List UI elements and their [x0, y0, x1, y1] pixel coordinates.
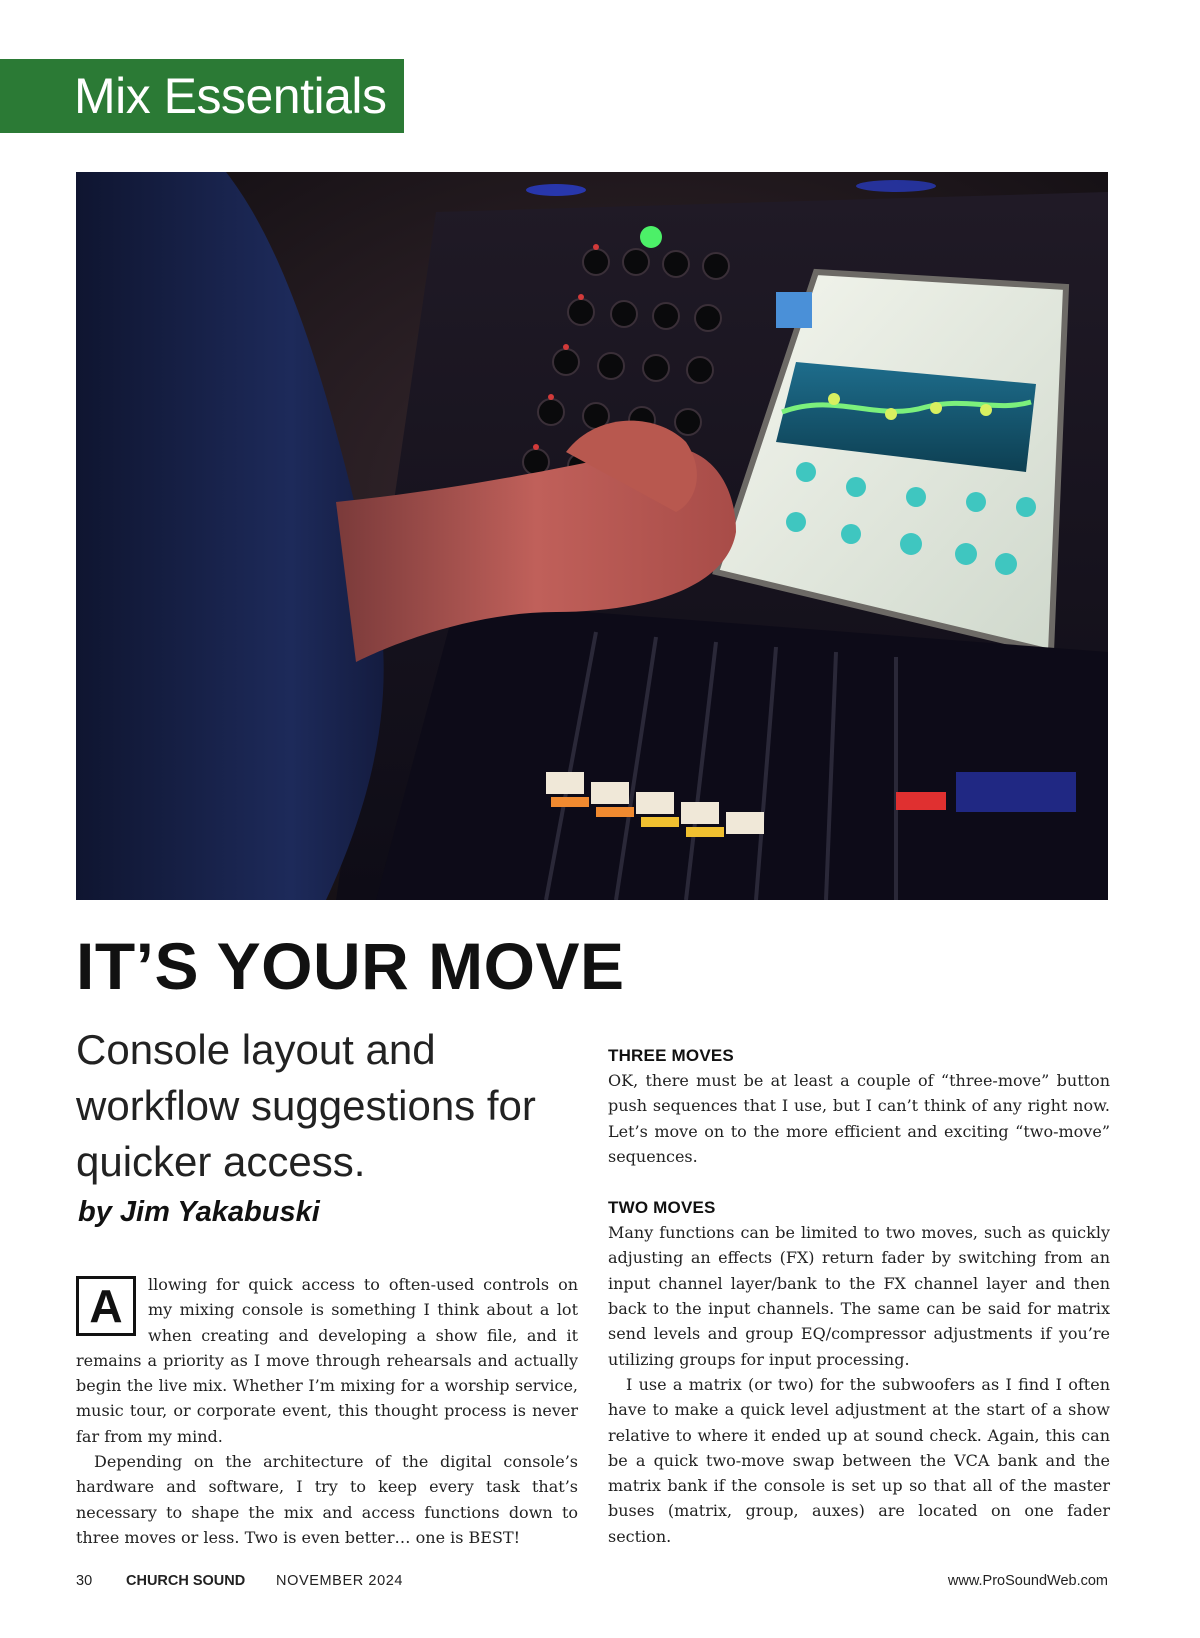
- two-moves-heading: TWO MOVES: [608, 1198, 716, 1218]
- section-label: Mix Essentials: [0, 59, 404, 133]
- article-deck: Console layout and workflow suggestions for quicker access.: [76, 1026, 536, 1185]
- three-moves-heading: THREE MOVES: [608, 1046, 734, 1065]
- left-column: [76, 1272, 578, 1550]
- three-moves-paragraph: OK, there must be at least a couple of “three-move” button push sequences that I use, but I can’t think of any right now. Let’s move on to the more efficient and exciting “two-move” sequences.: [608, 1071, 1110, 1166]
- issue-date: NOVEMBER 2024: [276, 1573, 404, 1589]
- page-number: 30: [76, 1573, 93, 1589]
- right-column: [608, 1043, 1110, 1549]
- section-gap: [608, 1169, 1110, 1195]
- two-moves-paragraph-2: I use a matrix (or two) for the subwoofers as I find I often have to make a quick level adjustment at the start of a show relative to where it ended up at sound check. Again, this can be a quick two-move swap between the VCA bank and the matrix bank if the console is set up so that all of the master buses (matrix, group, auxes) are located on one fader section.: [608, 1374, 1110, 1546]
- magazine-name: CHURCH SOUND: [126, 1573, 246, 1589]
- intro-paragraph-1: llowing for quick access to often-used controls on my mixing console is something I think about a lot when creating and developing a show file, and it remains a priority as I move through rehearsals and actually begin the live mix. Whether I’m mixing for a worship service, music tour, or corporate event, this thought process is never far from my mind.: [76, 1275, 578, 1446]
- two-moves-paragraph-1: Many functions can be limited to two moves, such as quickly adjusting an effects (FX) return fader by switching from an input channel layer/bank to the FX channel layer and then back to the input channels. The same can be said for matrix send levels and group EQ/compressor adjustments if you’re utilizing groups for input processing.: [608, 1223, 1110, 1369]
- page-footer: [76, 1573, 1108, 1595]
- article-headline: IT’S YOUR MOVE: [76, 929, 625, 1003]
- drop-cap: A: [76, 1276, 136, 1336]
- article-byline: by Jim Yakabuski: [78, 1196, 320, 1228]
- website-link[interactable]: www.ProSoundWeb.com: [947, 1573, 1108, 1589]
- hero-photo-mixing-console: [76, 172, 1108, 900]
- intro-paragraph-2: Depending on the architecture of the digital console’s hardware and software, I try to keep every task that’s necessary to shape the mix and access functions down to three moves or less. Two is even better… one is BEST!: [76, 1452, 578, 1547]
